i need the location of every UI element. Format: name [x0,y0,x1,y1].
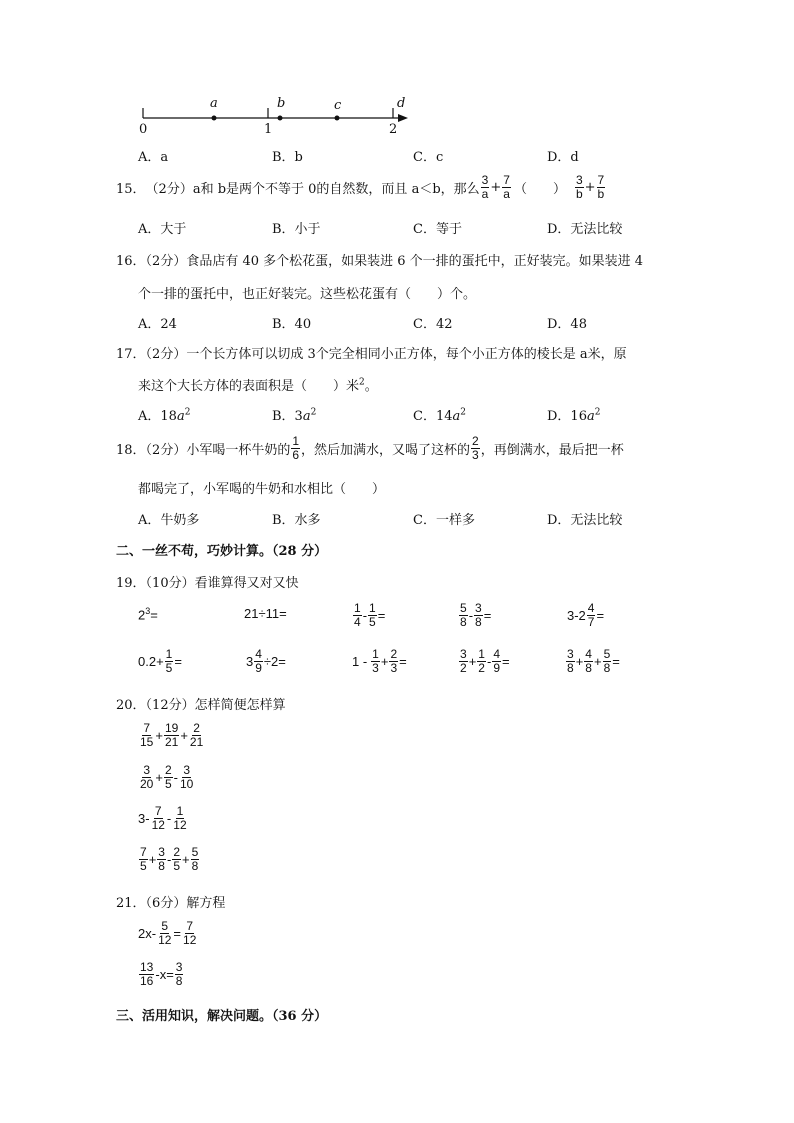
q18-text-3: ，再倒满水，最后把一杯 [480,443,624,458]
q16-line-2: 个一排的蛋托中，也正好装完。这些松花蛋有（ ）个。 [138,287,477,302]
q19-expr-10: $\frac{3}{8}$ + $\frac{4}{8}$ + $\frac{5}{8}$ = [567,647,620,675]
q15-fraction-1: $\frac{3}{a}$ [481,173,489,201]
q16-option-a: A．24 [138,317,177,332]
q18-line-1 [116,435,624,462]
q18-text-2: ，然后加满水，又喝了这杯的 [301,443,471,458]
q17-line-1: 17．（2分）一个长方体可以切成 3个完全相同小正方体，每个小正方体的棱长是 a米，原 [116,347,627,362]
q15-plus-1: + [490,180,502,195]
q19-expr-6: 0.2+ $\frac{1}{5}$ = [138,647,182,675]
tick-label-2: 2 [389,122,398,137]
q17-line-2-end: 。 [364,379,378,394]
q19-expr-7: 3 $\frac{4}{9}$ ÷2= [246,647,286,675]
q14-option-a: A．a [138,150,169,165]
q14-option-c: C．c [413,150,444,165]
q21-equation-1: 2x- $\frac{5}{12}$ = $\frac{7}{12}$ [138,919,197,947]
q21-title: 21．（6分）解方程 [116,896,226,911]
point-label-a: a [210,96,218,111]
q16-option-b: B．40 [272,317,312,332]
q18-line-2: 都喝完了，小军喝的牛奶和水相比（ ） [138,482,386,497]
q16-line-1: 16．（2分）食品店有 40 多个松花蛋，如果装进 6 个一排的蛋托中，正好装完。如果装进 4 [116,254,644,269]
q18-option-d: D．无法比较 [547,513,623,528]
q19-expr-9: $\frac{3}{2}$ + $\frac{1}{2}$ - $\frac{4}{9}$ = [460,647,510,675]
q17-option-b: B．$3a^2$ [272,407,317,424]
point-label-d: d [397,96,406,111]
q18-option-c: C．一样多 [413,513,475,528]
q20-expr-2: $\frac{3}{20}$ + $\frac{2}{5}$ - $\frac{3}{10}$ [140,763,194,791]
q16-option-c: C．42 [413,317,453,332]
q19-title: 19．（10分）看谁算得又对又快 [116,576,299,591]
q19-expr-8: 1 - $\frac{1}{3}$ + $\frac{2}{3}$ = [352,647,407,675]
q15-option-d: D．无法比较 [547,222,623,237]
q19-expr-2: 21÷11= [244,606,287,621]
q17-line-2-text: 来这个大长方体的表面积是（ ）米 [138,379,360,394]
q17-option-d: D．$16a^2$ [547,407,601,424]
q15-text: a和 b是两个不等于 0的自然数，而且 a＜b，那么 [192,182,480,197]
q19-expr-3: $\frac{1}{4}$ - $\frac{1}{5}$ = [354,601,386,629]
q20-expr-1: $\frac{7}{15}$ + $\frac{19}{21}$ + $\frac{2}{21}$ [140,721,204,749]
q21-equation-2: $\frac{13}{16}$ -x= $\frac{3}{8}$ [140,960,183,988]
q19-expr-1: $2^3=$ [138,606,158,623]
section-2-heading: 二、一丝不苟，巧妙计算。（28 分） [116,544,328,559]
q16-option-d: D．48 [547,317,587,332]
q18-option-a: A．牛奶多 [138,513,200,528]
q18-fraction-2: $\frac{2}{3}$ [472,434,479,462]
q15-blank: （ ） [513,182,566,197]
q15-option-b: B．小于 [272,222,321,237]
q19-expr-5: 3-2 $\frac{4}{7}$ = [567,601,605,629]
q19-expr-4: $\frac{5}{8}$ - $\frac{3}{8}$ = [460,601,492,629]
q18-option-b: B．水多 [272,513,321,528]
q17-option-a: A．$18a^2$ [138,407,191,424]
q15-fraction-4: $\frac{7}{b}$ [597,173,605,201]
q15-option-a: A．大于 [138,222,187,237]
tick-label-1: 1 [264,122,273,137]
q14-option-d: D．d [547,150,579,165]
section-3-heading: 三、活用知识，解决问题。（36 分） [116,1009,328,1024]
q17-unit-superscript: 2 [359,377,365,388]
q17-line-2 [138,375,378,394]
number-line [138,92,413,140]
q15-option-c: C．等于 [413,222,462,237]
tick-label-0: 0 [139,122,148,137]
q18-fraction-1: $\frac{1}{6}$ [292,434,300,462]
q18-text-1: 18．（2分）小军喝一杯牛奶的 [116,443,291,458]
q15-plus-2: + [584,180,596,195]
q15-stem [116,174,606,201]
q20-expr-3: 3- $\frac{7}{12}$ - $\frac{1}{12}$ [138,804,187,832]
q20-title: 20．（12分）怎样简便怎样算 [116,698,286,713]
q15-fraction-2: $\frac{7}{a}$ [503,173,510,201]
point-label-c: c [334,98,342,113]
q15-fraction-3: $\frac{3}{b}$ [575,173,583,201]
point-label-b: b [277,96,286,111]
q17-option-c: C．$14a^2$ [413,407,466,424]
q14-option-b: B．b [272,150,303,165]
q15-number: 15． [116,182,146,197]
q20-expr-4: $\frac{7}{5}$ + $\frac{3}{8}$ - $\frac{2}{5}$ + $\frac{5}{8}$ [140,845,199,873]
q15-score: （2分） [145,182,193,197]
